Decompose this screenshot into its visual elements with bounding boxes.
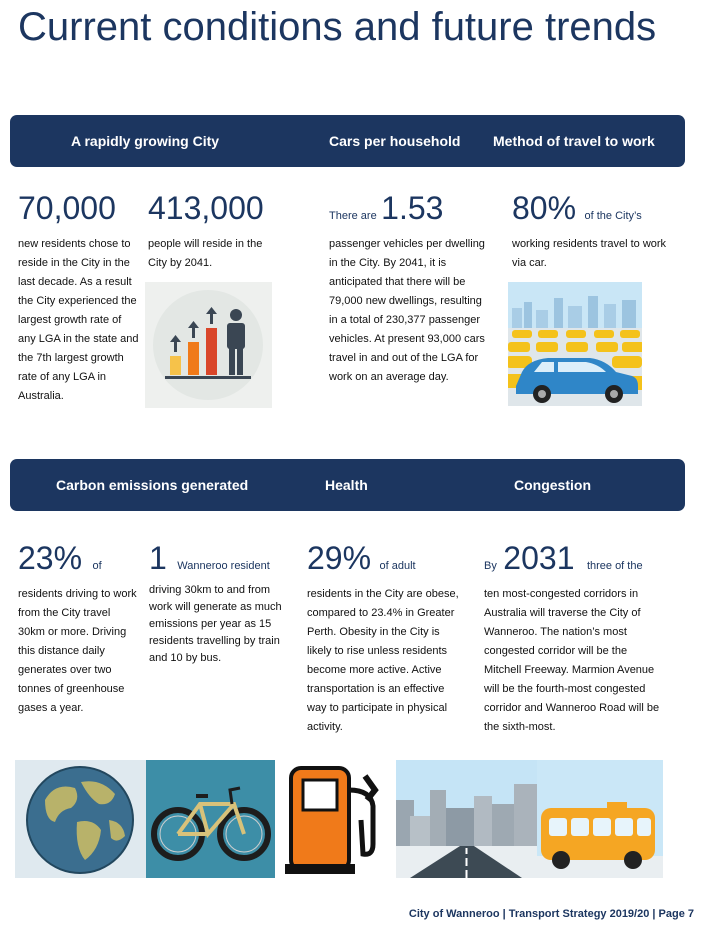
- stat-car-travel-text: working residents travel to work via car.: [512, 238, 667, 269]
- stat-emissions-suffix: of: [92, 560, 102, 572]
- stat-residents-2041-text: people will reside in the City by 2041.: [148, 238, 263, 269]
- traffic-cars-image: [508, 282, 642, 406]
- stat-obesity-heading: [307, 540, 416, 576]
- band-label-growth: A rapidly growing City: [71, 133, 220, 149]
- stat-cars-text: passenger vehicles per dwelling in the City. By 2041, it is anticipated that there will be 79,000 new dwellings, resulting in a total of 230,377 passenger vehicles. At present 93,000 cars travel in and out of the LGA for work on an average day.: [329, 238, 485, 383]
- growth-chart-icon: [145, 282, 272, 408]
- stat-car-travel-figure: 80%: [512, 190, 577, 226]
- stat-obesity-suffix: of adult: [379, 560, 416, 572]
- stat-resident-suffix: Wanneroo resident: [177, 560, 270, 572]
- page-footer: City of Wanneroo | Transport Strategy 2019/20 | Page 7: [408, 908, 694, 920]
- stat-resident-figure: 1: [149, 540, 167, 576]
- band-label-carbon: Carbon emissions generated: [56, 477, 249, 493]
- stat-resident-heading: [149, 540, 270, 576]
- fuel-pump-image: [275, 760, 396, 878]
- section-band-top: [10, 115, 685, 167]
- stat-new-residents-figure: 70,000: [18, 190, 116, 226]
- stat-emissions-heading: [18, 540, 102, 576]
- stat-congestion-text: ten most-congested corridors in Australia will traverse the City of Wanneroo. The nation’s most congested corridor will be the Mitchell Freeway. Marmion Avenue will be the fourth-most congested corridor and Wanneroo Road will be the sixth-most.: [484, 588, 660, 733]
- stat-emissions-text: residents driving to work from the City travel 30km or more. Driving this distance daily generates over two tonnes of greenhouse gases a year.: [18, 588, 137, 714]
- traffic-cars-icon: [508, 282, 642, 406]
- section-band-bottom: [10, 459, 685, 511]
- stat-resident-text: driving 30km to and from work will generate as much emissions per year as 15 residents travelling by train and 10 by bus.: [149, 584, 282, 664]
- stat-congestion-heading: [484, 540, 643, 576]
- stat-congestion-prefix: By: [484, 560, 497, 572]
- bicycle-image: [146, 760, 275, 878]
- stat-cars-prefix: There are: [329, 210, 377, 222]
- band-label-congestion: Congestion: [514, 477, 591, 493]
- bus-image: [537, 760, 663, 878]
- fuel-pump-icon: [275, 760, 396, 878]
- stat-cars-figure: 1.53: [381, 190, 444, 226]
- growth-chart-image: [145, 282, 272, 408]
- stat-obesity-text: residents in the City are obese, compared to 23.4% in Greater Perth. Obesity in the City is likely to rise unless residents become more active. Active transportation is an effective way to participate in physical activity.: [307, 588, 459, 733]
- stat-car-travel-suffix: of the City’s: [584, 210, 642, 222]
- band-label-cars: Cars per household: [329, 133, 461, 149]
- stat-new-residents-text: new residents chose to reside in the City in the last decade. As a result the City experienced the largest growth rate of any LGA in the state and the 7th largest growth rate of any LGA in Australia.: [18, 238, 139, 402]
- band-label-health: Health: [325, 477, 368, 493]
- bus-icon: [537, 760, 663, 878]
- band-label-method: Method of travel to work: [493, 133, 655, 149]
- bicycle-icon: [146, 760, 275, 878]
- page-title: Current conditions and future trends: [18, 5, 657, 49]
- stat-emissions-figure: 23%: [18, 540, 83, 576]
- stat-congestion-figure: 2031: [503, 540, 575, 576]
- city-road-icon: [396, 760, 537, 878]
- city-road-image: [396, 760, 537, 878]
- stat-car-travel-heading: [512, 190, 642, 226]
- stat-congestion-suffix: three of the: [586, 560, 643, 572]
- globe-icon: [15, 760, 146, 878]
- stat-cars-heading: [329, 190, 443, 226]
- stat-obesity-figure: 29%: [307, 540, 372, 576]
- stat-residents-2041-figure: 413,000: [148, 190, 264, 226]
- globe-image: [15, 760, 146, 878]
